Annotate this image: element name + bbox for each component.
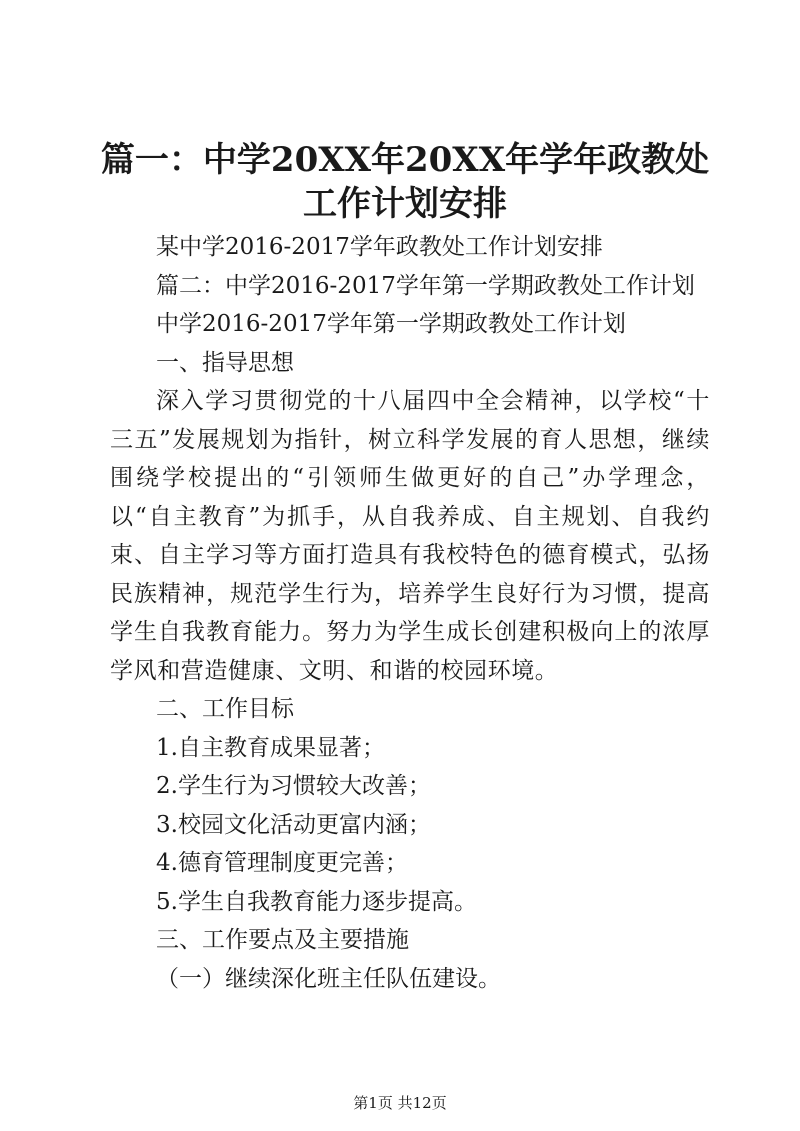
section-heading: 三、工作要点及主要措施 bbox=[156, 927, 409, 953]
subsection-heading: （一）继续深化班主任队伍建设。 bbox=[156, 965, 501, 992]
goal-item: 1.自主教育成果显著； bbox=[156, 734, 385, 761]
text-line: 中学2016-2017学年第一学期政教处工作计划 bbox=[156, 311, 626, 337]
goal-item: 5.学生自我教育能力逐步提高。 bbox=[156, 888, 477, 915]
text-line: 篇二：中学2016-2017学年第一学期政教处工作计划 bbox=[156, 272, 695, 299]
guiding-ideology-paragraph: 深入学习贯彻党的十八届四中全会精神，以学校“十三五”发展规划为指针，树立科学发展的育人思想，继续围绕学校提出的“引领师生做更好的自己”办学理念，以“自主教育”为抓手，从自我养成、自主规划、自我约束、自主学习等方面打造具有我校特色的德育模式，弘扬民族精神，规范学生行为，培养学生良好行为习惯，提高学生自我教育能力。努力为学生成长创建积极向上的浓厚学风和营造健康、文明、和谐的校园环境。 bbox=[110, 388, 710, 684]
goal-item: 2.学生行为习惯较大改善； bbox=[156, 773, 431, 799]
document-body bbox=[110, 228, 710, 998]
goal-item: 4.德育管理制度更完善； bbox=[156, 850, 408, 876]
goal-item: 3.校园文化活动更富内涵； bbox=[156, 811, 431, 838]
section-heading: 一、指导思想 bbox=[156, 349, 294, 376]
section-heading: 二、工作目标 bbox=[156, 696, 294, 722]
page-number-footer: 第1页 共12页 bbox=[353, 1094, 447, 1112]
text-line: 某中学2016-2017学年政教处工作计划安排 bbox=[156, 234, 603, 260]
document-title: 篇一：中学20XX年20XX年学年政教处工作计划安排 bbox=[100, 140, 710, 224]
